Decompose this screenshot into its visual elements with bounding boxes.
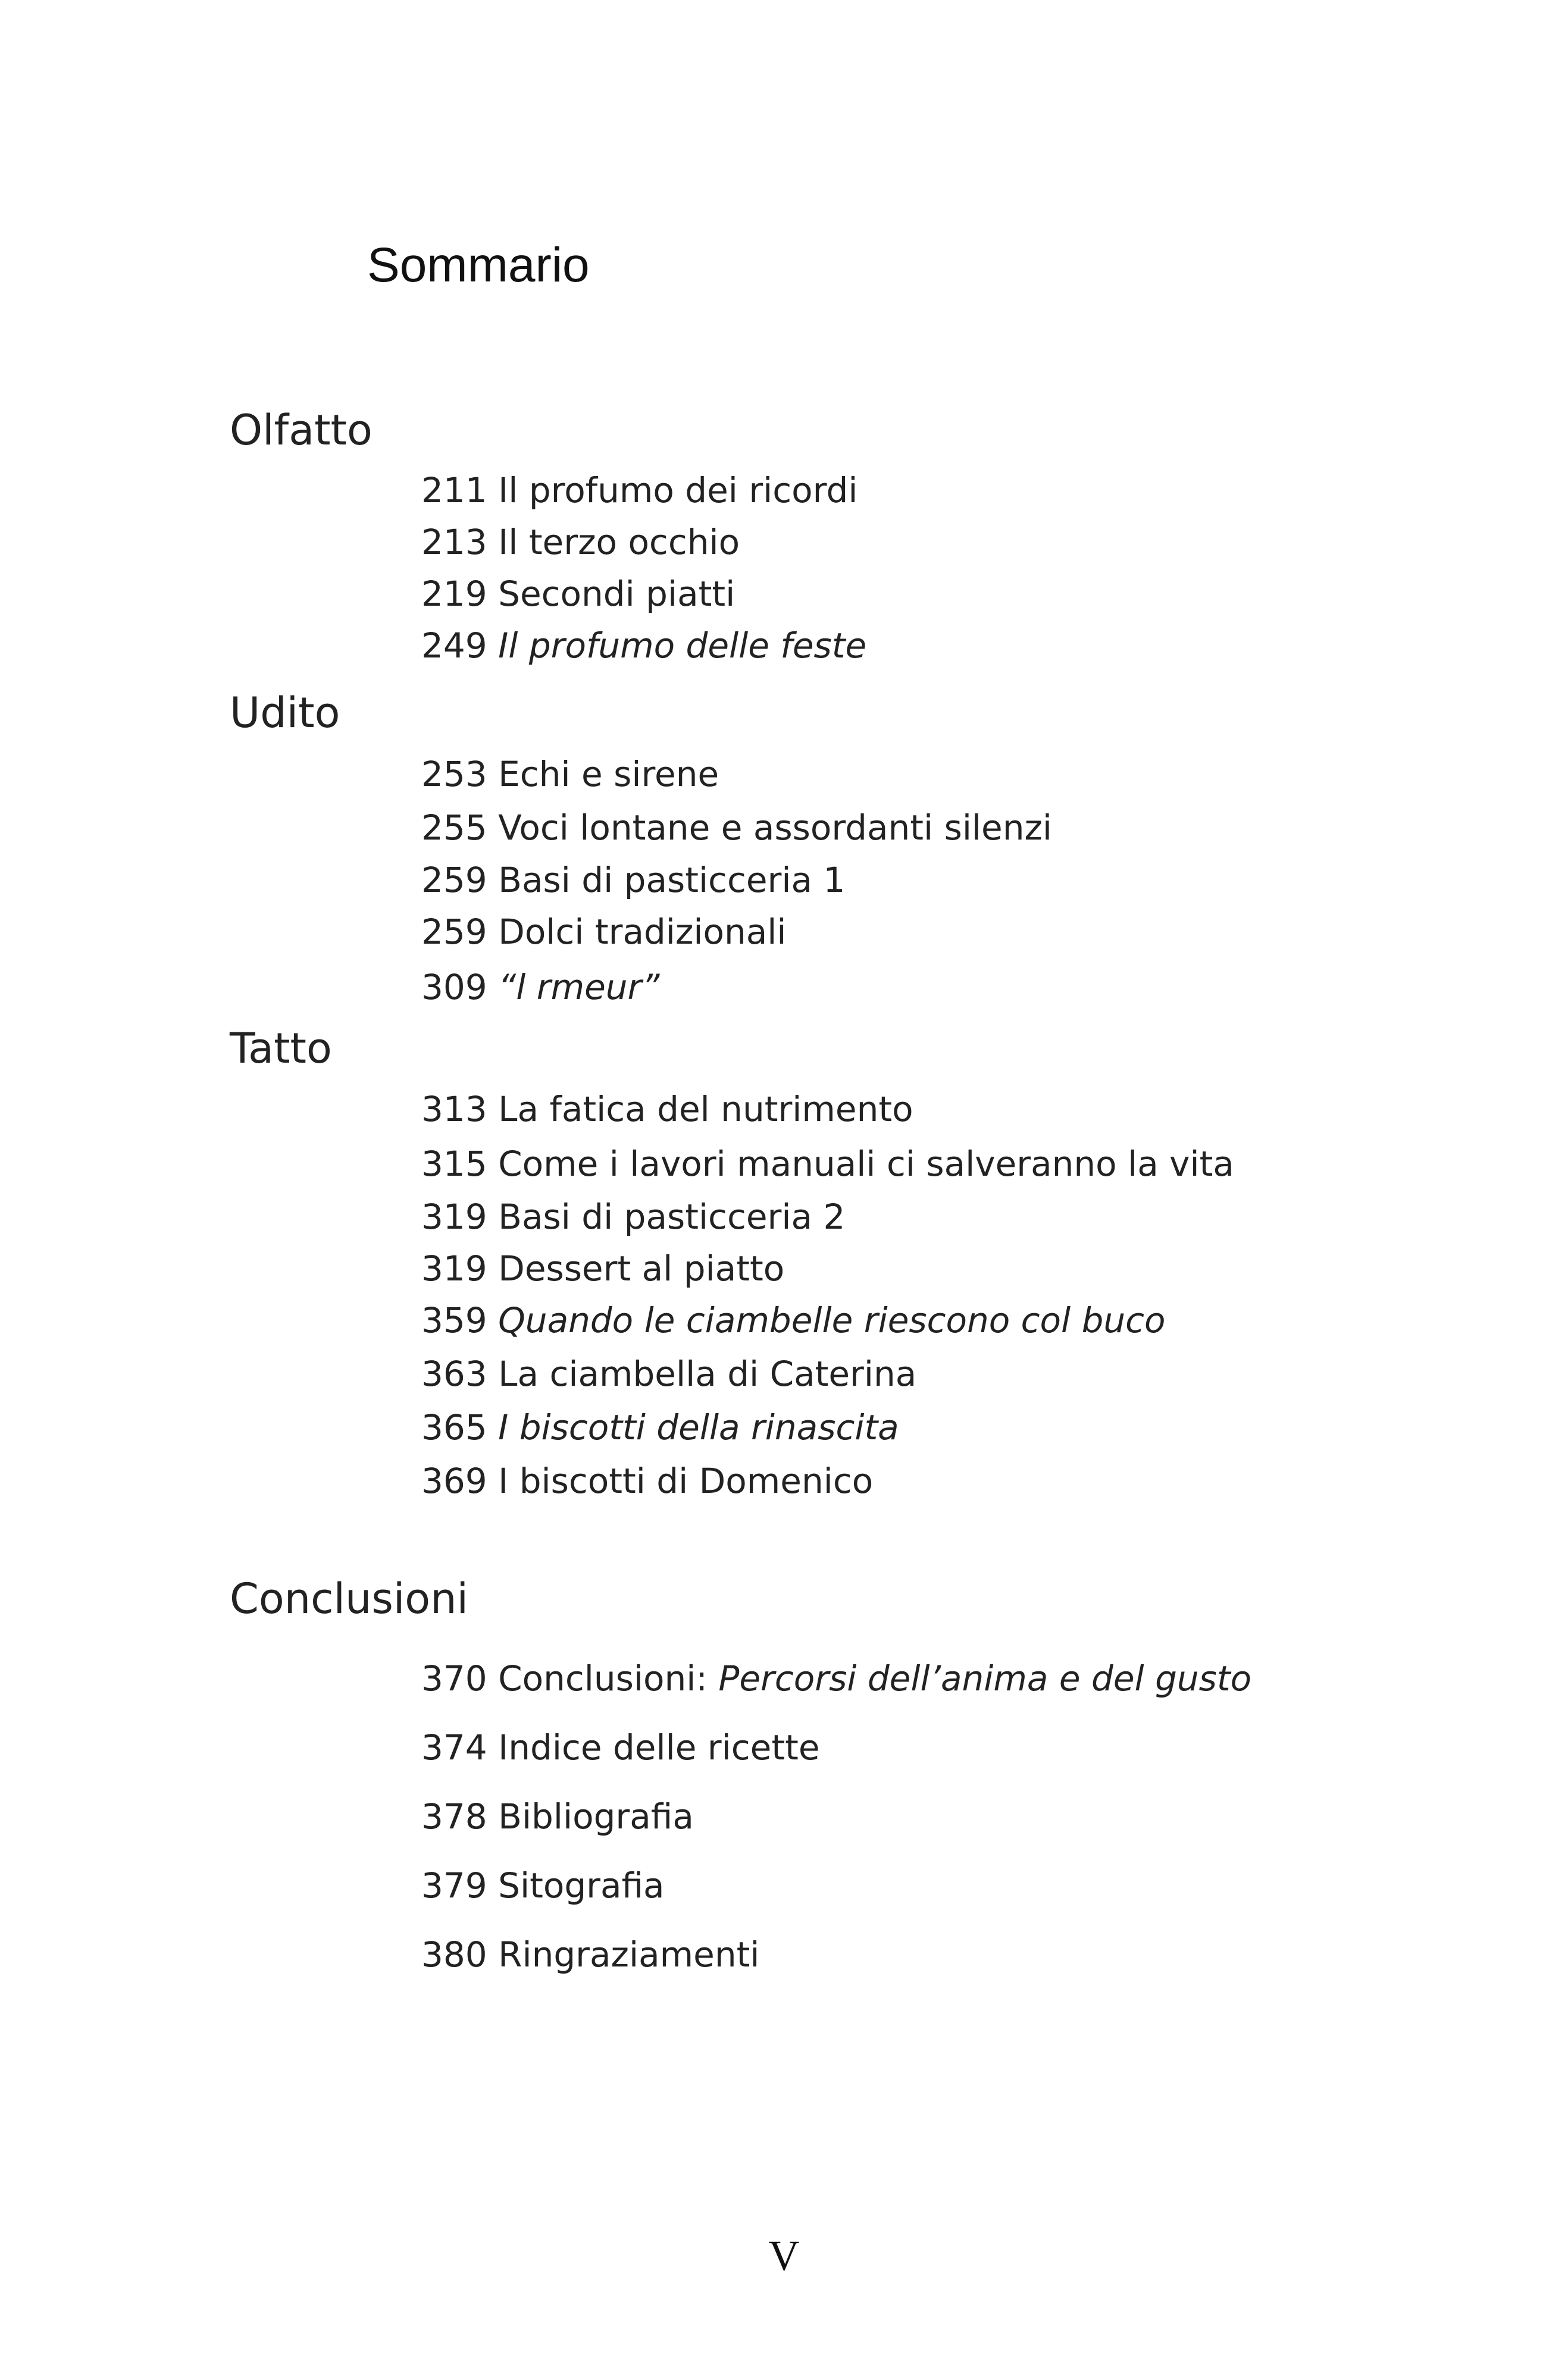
section-heading-udito: Udito [230, 688, 340, 737]
entry-title: Bibliografia [498, 1796, 694, 1837]
toc-entry [421, 1248, 785, 1289]
entry-title: Come i lavori manuali ci salveranno la vita [498, 1144, 1234, 1184]
entry-title: Il profumo dei ricordi [498, 470, 858, 511]
entry-page: 259 [421, 860, 487, 900]
entry-page: 319 [421, 1248, 487, 1289]
entry-title: La ciambella di Caterina [498, 1354, 917, 1394]
entry-title: Indice delle ricette [498, 1727, 820, 1768]
entry-title: I biscotti di Domenico [498, 1461, 874, 1501]
toc-entry [421, 1300, 1166, 1341]
entry-page: 363 [421, 1354, 487, 1394]
entry-title: Ringraziamenti [498, 1934, 760, 1975]
toc-entry [421, 1796, 694, 1837]
entry-title: Basi di pasticceria 2 [498, 1197, 846, 1237]
section-heading-tatto: Tatto [230, 1024, 332, 1073]
entry-page: 378 [421, 1796, 487, 1837]
page-number: V [768, 2232, 800, 2279]
entry-title: Dolci tradizionali [498, 912, 787, 952]
entry-title: Conclusioni: [498, 1658, 708, 1699]
entry-title: Secondi piatti [498, 574, 736, 614]
toc-entry [421, 1727, 820, 1768]
entry-title: Basi di pasticceria 1 [498, 860, 846, 900]
entry-title: Quando le ciambelle riescono col buco [498, 1300, 1166, 1341]
entry-page: 319 [421, 1197, 487, 1237]
toc-entry [421, 754, 719, 794]
entry-title: La fatica del nutrimento [498, 1089, 913, 1129]
toc-entry [421, 1197, 846, 1237]
entry-title: “l rmeur” [498, 967, 660, 1007]
toc-entry [421, 1354, 917, 1394]
toc-entry [421, 1865, 665, 1906]
toc-entry [421, 470, 858, 511]
entry-page: 315 [421, 1144, 487, 1184]
toc-entry [421, 522, 740, 562]
entry-page: 379 [421, 1865, 487, 1906]
section-heading-conclusioni: Conclusioni [230, 1574, 468, 1623]
toc-entry [421, 807, 1053, 848]
entry-page: 369 [421, 1461, 487, 1501]
entry-title: Voci lontane e assordanti silenzi [498, 807, 1053, 848]
entry-title: Il profumo delle feste [498, 625, 867, 666]
toc-entry [421, 1089, 913, 1129]
toc-entry [421, 1144, 1234, 1184]
entry-page: 370 [421, 1658, 487, 1699]
entry-page: 213 [421, 522, 487, 562]
toc-entry [421, 625, 867, 666]
entry-page: 259 [421, 912, 487, 952]
entry-page: 255 [421, 807, 487, 848]
page-title: Sommario [367, 238, 590, 292]
section-heading-olfatto: Olfatto [230, 406, 373, 455]
entry-page: 253 [421, 754, 487, 794]
entry-page: 309 [421, 967, 487, 1007]
toc-entry [421, 1934, 760, 1975]
entry-page: 211 [421, 470, 487, 511]
toc-entry [421, 574, 736, 614]
entry-page: 374 [421, 1727, 487, 1768]
entry-title: Il terzo occhio [498, 522, 740, 562]
entry-page: 380 [421, 1934, 487, 1975]
entry-page: 249 [421, 625, 487, 666]
toc-entry [421, 860, 846, 900]
toc-entry [421, 912, 787, 952]
toc-entry [421, 967, 660, 1007]
toc-entry [421, 1658, 1252, 1699]
toc-entry [421, 1461, 874, 1501]
entry-title: Sitografia [498, 1865, 665, 1906]
entry-page: 313 [421, 1089, 487, 1129]
entry-title: I biscotti della rinascita [498, 1407, 899, 1448]
entry-page: 365 [421, 1407, 487, 1448]
entry-title: Dessert al piatto [498, 1248, 785, 1289]
entry-title-italic: Percorsi dell’anima e del gusto [718, 1658, 1252, 1699]
entry-page: 219 [421, 574, 487, 614]
entry-title: Echi e sirene [498, 754, 719, 794]
toc-entry [421, 1407, 899, 1448]
entry-page: 359 [421, 1300, 487, 1341]
